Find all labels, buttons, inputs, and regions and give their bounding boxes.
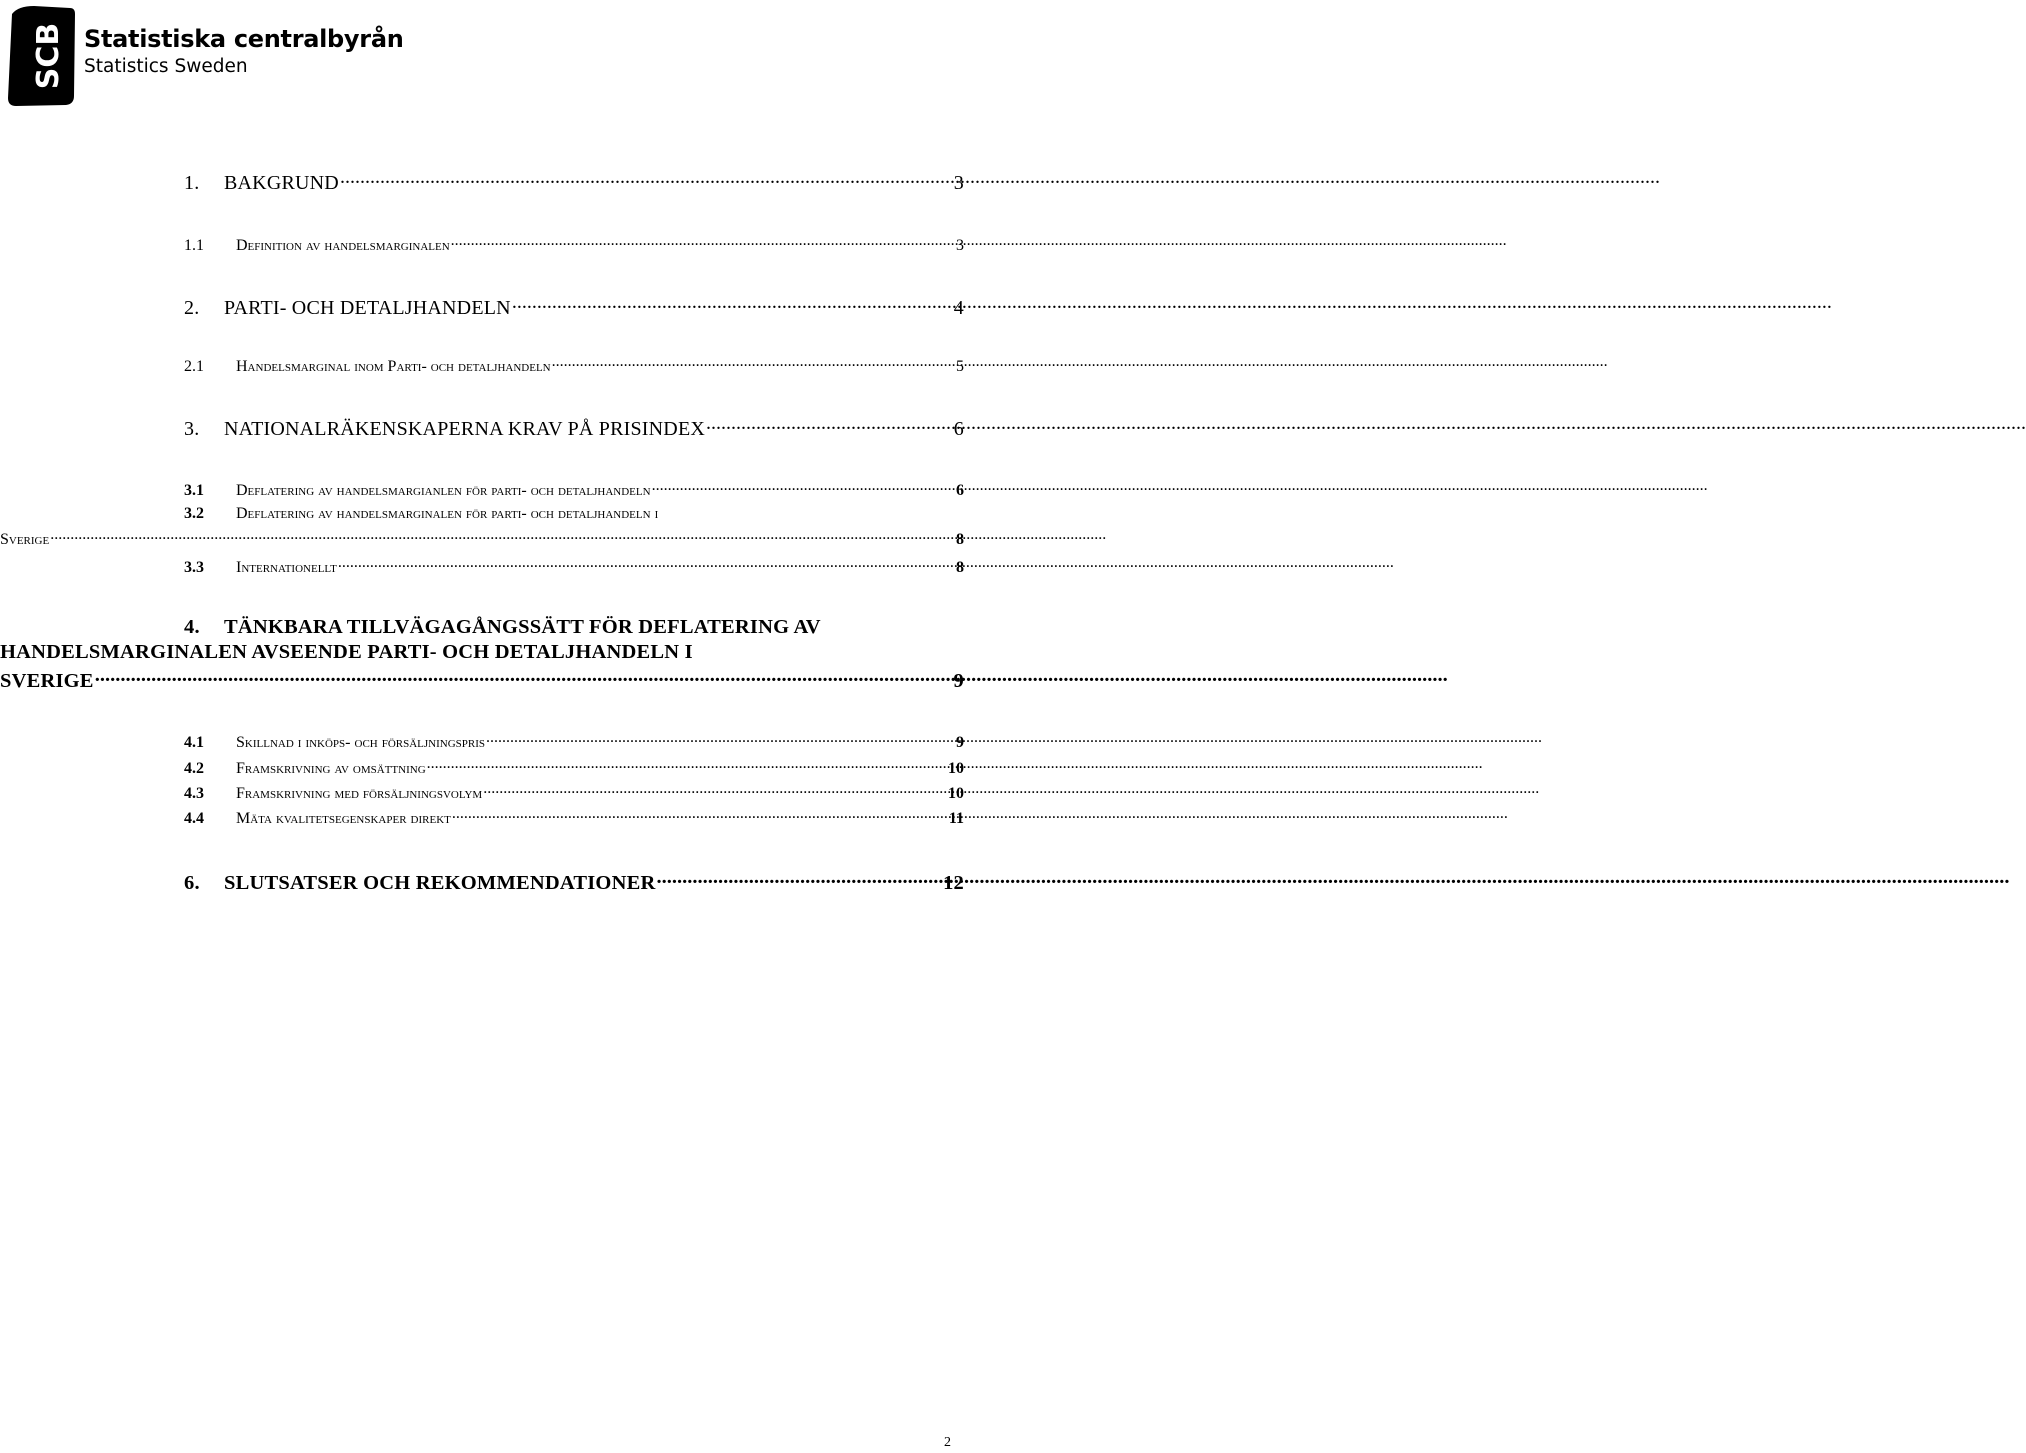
header (0, 0, 460, 110)
toc-entry[interactable] (184, 807, 964, 828)
toc-entry-number: 6. (184, 871, 200, 894)
toc-entry[interactable] (184, 355, 964, 376)
toc-entry-title: PARTI- OCH DETALJHANDELN (224, 297, 511, 319)
toc-entry-number: 3.1 (184, 482, 204, 499)
toc-entry-page: 6 (953, 418, 964, 440)
dot-leader (340, 169, 953, 189)
toc-entry-title: Mäta kvalitetsegenskaper direkt (236, 810, 451, 827)
toc-entry-page: 8 (956, 559, 964, 576)
toc-entry-number: 4.2 (184, 760, 204, 777)
logo-text: SCB (31, 22, 66, 90)
dot-leader (552, 355, 955, 371)
toc-entry[interactable] (184, 169, 964, 195)
toc-entry-page: 11 (948, 810, 964, 827)
dot-leader (652, 479, 955, 495)
toc-entry-page: 10 (948, 785, 964, 802)
toc-entry-number: 1. (184, 172, 200, 194)
dot-leader (95, 666, 953, 687)
dot-leader (512, 294, 953, 314)
dot-leader (486, 731, 955, 747)
toc-entry-page: 5 (956, 358, 964, 375)
toc-entry[interactable] (0, 616, 964, 693)
toc-entry-title: Skillnad i inköps- och försäljningspris (236, 734, 486, 751)
toc-entry-number: 4.4 (184, 810, 204, 827)
toc-entry-number: 2.1 (184, 358, 204, 375)
toc-entry-title: TÄNKBARA TILLVÄGAGÅNGSSÄTT FÖR DEFLATERING AV (224, 616, 821, 638)
toc-entry[interactable] (184, 782, 964, 803)
dot-leader (706, 415, 953, 435)
toc-entry-title: Definition av handelsmarginalen (236, 237, 450, 254)
toc-entry-number: 1.1 (184, 237, 204, 254)
toc-entry-number: 3. (184, 418, 200, 440)
toc-entry-page: 9 (956, 734, 964, 751)
toc-entry-title: Framskrivning med försäljningsvolym (236, 785, 483, 802)
toc-entry-title: BAKGRUND (224, 172, 339, 194)
dot-leader (452, 807, 948, 823)
toc-entry-title: Internationellt (236, 559, 337, 576)
page-number: 2 (944, 1435, 951, 1450)
toc-entry-page: 6 (956, 482, 964, 499)
toc-entry-page: 12 (943, 871, 964, 894)
toc-entry[interactable] (184, 757, 964, 778)
toc-entry-title: Deflatering av handelsmargianlen för parti- och detaljhandeln (236, 482, 651, 499)
toc-entry-title: Framskrivning av omsättning (236, 760, 426, 777)
toc-entry[interactable] (184, 234, 964, 255)
toc-entry-page: 3 (953, 172, 964, 194)
toc-entry-page: 9 (953, 669, 964, 692)
toc-entry[interactable] (184, 556, 964, 577)
toc-entry-title-continued: SVERIGE (0, 669, 94, 692)
toc-entry-title: Deflatering av handelsmarginalen för parti- och detaljhandeln i (236, 505, 659, 522)
toc-entry[interactable] (184, 479, 964, 500)
toc-entry[interactable] (184, 868, 964, 895)
toc-entry[interactable] (0, 505, 964, 549)
toc-entry-number: 2. (184, 297, 200, 319)
toc-entry-page: 10 (948, 760, 964, 777)
organization-subtitle: Statistics Sweden (84, 56, 248, 77)
toc-entry-title: Handelsmarginal inom Parti- och detaljhandeln (236, 358, 551, 375)
toc-entry-title-continued: HANDELSMARGINALEN AVSEENDE PARTI- OCH DETALJHANDELN I (0, 641, 693, 663)
toc-entry-page: 4 (953, 297, 964, 319)
organization-name: Statistiska centralbyrån (84, 25, 404, 53)
toc-entry[interactable] (184, 294, 964, 320)
toc-entry-page: 3 (956, 237, 964, 254)
toc-entry-number: 3.3 (184, 559, 204, 576)
toc-entry-number: 4. (184, 616, 200, 638)
dot-leader (483, 782, 947, 798)
scb-logo-icon (4, 4, 76, 108)
dot-leader (338, 556, 955, 572)
dot-leader (427, 757, 947, 773)
toc-entry-page: 8 (956, 531, 964, 548)
dot-leader (656, 868, 942, 889)
toc-entry-title-continued: Sverige (0, 531, 50, 548)
toc-entry-number: 3.2 (184, 505, 204, 522)
toc-entry-number: 4.1 (184, 734, 204, 751)
toc-entry[interactable] (184, 731, 964, 752)
dot-leader (451, 234, 955, 250)
toc-entry-number: 4.3 (184, 785, 204, 802)
toc-entry-title: SLUTSATSER OCH REKOMMENDATIONER (224, 871, 656, 894)
toc-entry[interactable] (184, 415, 964, 441)
dot-leader (50, 528, 955, 544)
toc-entry-title: NATIONALRÄKENSKAPERNA KRAV PÅ PRISINDEX (224, 418, 706, 440)
